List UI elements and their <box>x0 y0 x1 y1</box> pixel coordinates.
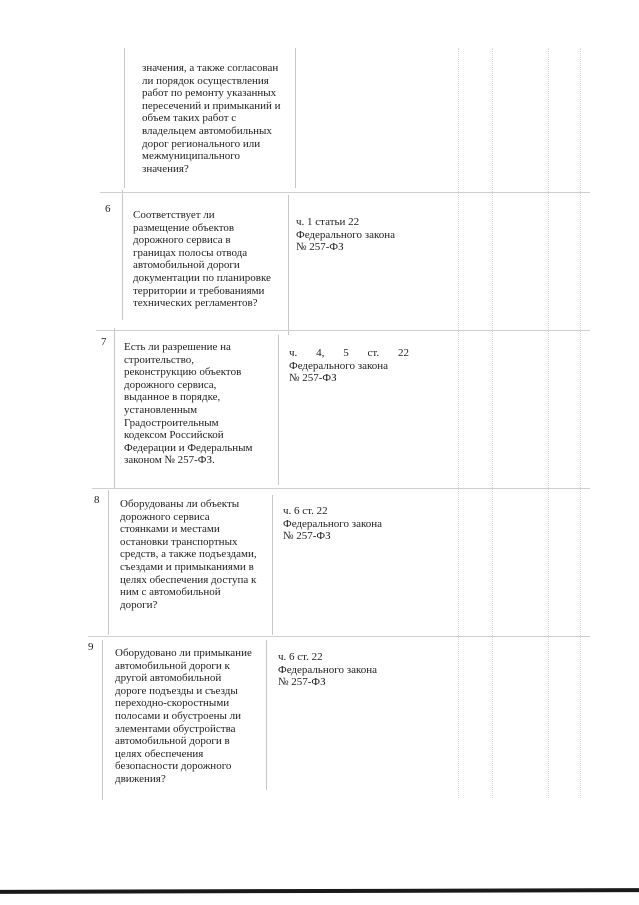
column-divider-question <box>266 640 267 790</box>
column-divider-question <box>295 48 296 188</box>
row-number: 6 <box>105 203 111 215</box>
question-cell: Оборудованы ли объекты дорожного сервиса стоянками и местами остановки транспортных средств, а также подъездами, съездами и примыканиями в целях обеспечения доступа к ним с автомобильной дороги? <box>120 498 257 611</box>
reference-part: ч. <box>289 347 298 359</box>
question-cell: Есть ли разрешение на строительство, реконструкцию объектов дорожного сервиса, выданное в порядке, установленным Градостроительным кодексом Российской Федерации и Федеральным законом № 257-ФЗ. <box>124 341 253 467</box>
reference-part: 5 <box>343 347 349 359</box>
column-divider-number <box>124 48 125 188</box>
reference-part: 22 <box>397 347 409 359</box>
row-number: 9 <box>88 641 94 653</box>
reference-line <box>289 347 409 360</box>
reference-part: 4, <box>316 347 325 359</box>
reference-cell: ч. 6 ст. 22 Федерального закона № 257-ФЗ <box>283 505 383 543</box>
reference-rest: Федерального закона № 257-ФЗ <box>289 359 389 385</box>
column-divider-number <box>114 328 115 488</box>
row-divider <box>96 330 590 331</box>
row-divider <box>88 636 590 637</box>
reference-cell: ч. 1 статьи 22 Федерального закона № 257-ФЗ <box>296 216 396 254</box>
column-divider-number <box>102 640 103 800</box>
scan-edge-shadow <box>0 888 639 894</box>
column-divider-question <box>288 195 289 335</box>
reference-cell <box>289 347 409 385</box>
column-divider-question <box>278 335 279 485</box>
column-divider-question <box>272 495 273 635</box>
question-cell: значения, а также согласован ли порядок осуществления работ по ремонту указанных пересечений и примыканий и объем таких работ с владельцем автомобильных дорог регионального или межмуниципального значения? <box>142 62 281 175</box>
column-divider-extra <box>548 48 549 798</box>
reference-part: ст. <box>367 347 380 359</box>
row-divider <box>92 488 590 489</box>
reference-cell: ч. 6 ст. 22 Федерального закона № 257-ФЗ <box>278 651 378 689</box>
column-divider-number <box>122 190 123 320</box>
row-divider <box>100 192 590 193</box>
column-divider-number <box>108 490 109 635</box>
column-divider-extra <box>492 48 493 798</box>
question-cell: Оборудовано ли примыкание автомобильной дороги к другой автомобильной дороге подъезды и съезды переходно-скоростными полосами и обустроены ли элементами обустройства автомобильной дороги в целях обеспечения безопасности дорожного движения? <box>115 647 252 785</box>
column-divider-extra <box>580 48 581 798</box>
column-divider-extra <box>458 48 459 798</box>
row-number: 8 <box>94 494 100 506</box>
row-number: 7 <box>101 336 107 348</box>
question-cell: Соответствует ли размещение объектов дорожного сервиса в границах полосы отвода автомобильной дороги документации по планировке территории и требованиями технических регламентов? <box>133 209 271 310</box>
